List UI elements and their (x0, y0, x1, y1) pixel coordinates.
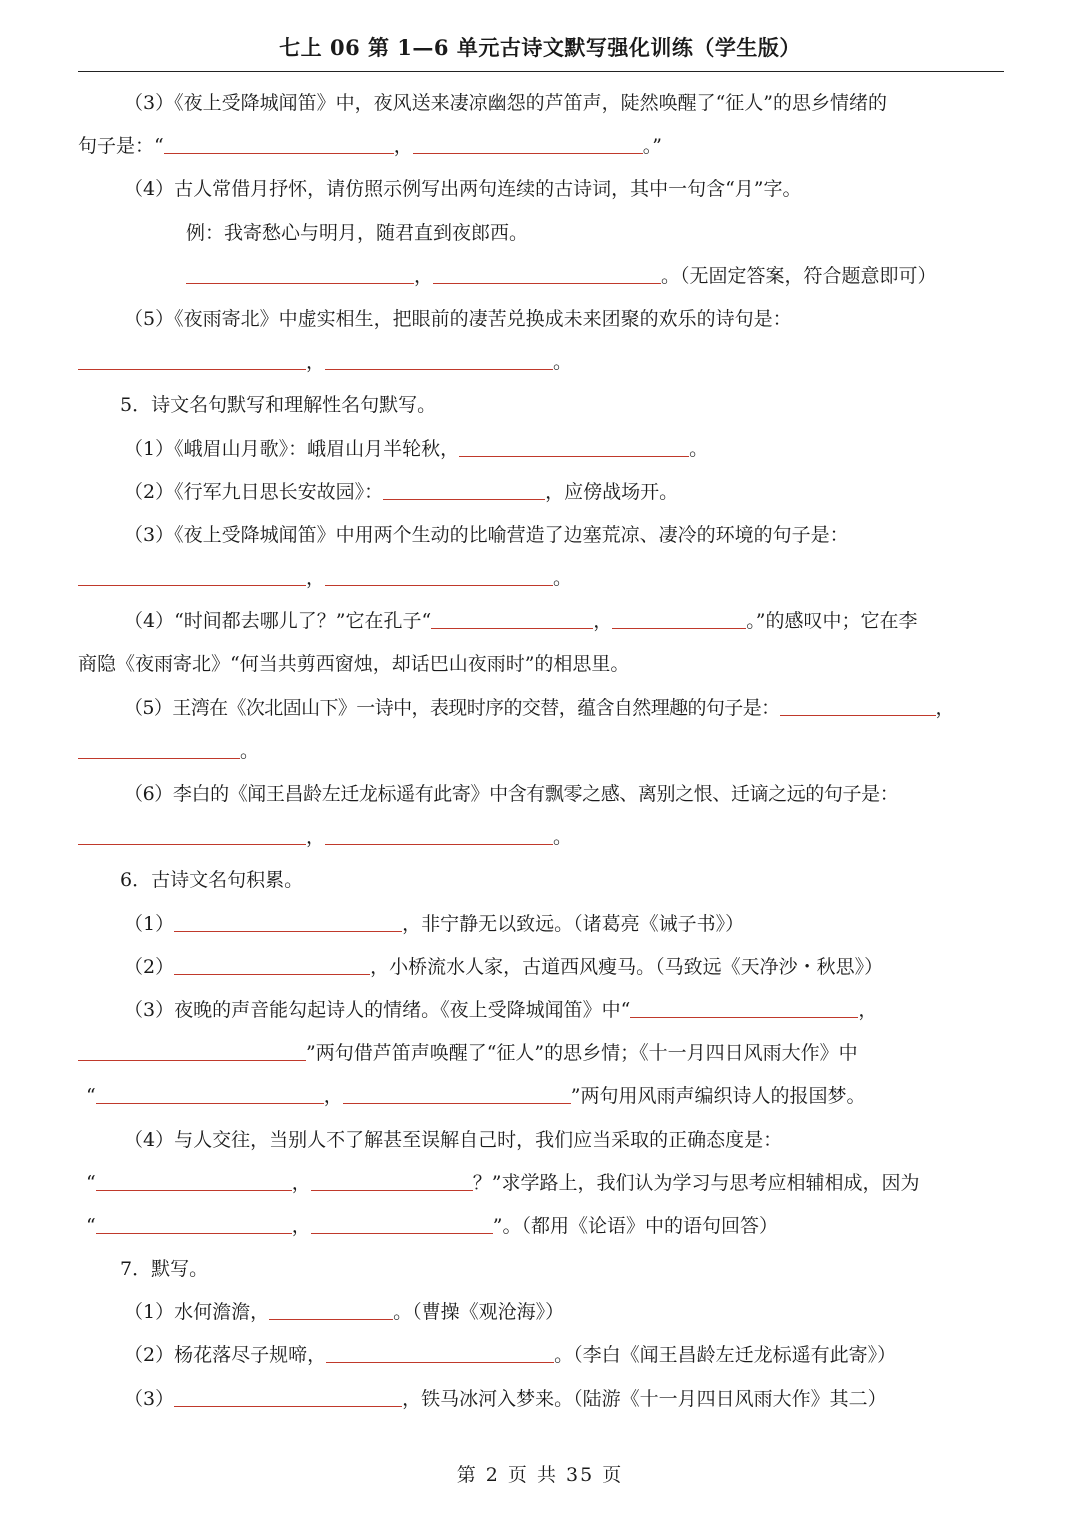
q4-3-text: （3）《夜上受降城闻笛》中，夜风送来凄凉幽怨的芦笛声，陡然唤醒了“征人”的思乡情绪的 (124, 92, 888, 114)
section-6-title (78, 859, 1004, 902)
prompt-text: （5）王湾在《次北固山下》一诗中，表现时序的交替，蕴含自然理趣的句子是： (124, 696, 780, 719)
s7-1-line (78, 1291, 1004, 1334)
punct: ， (593, 610, 613, 633)
page-number: 第 2 页 共 35 页 (456, 1464, 624, 1486)
punct: ， (306, 826, 326, 849)
prompt-text: （3）夜晚的声音能勾起诗人的情绪。《夜上受降城闻笛》中“ (124, 998, 631, 1021)
answer-blank[interactable] (78, 1040, 306, 1061)
section-7-title (78, 1248, 1004, 1291)
s5-1-line (78, 428, 1004, 471)
s5-4-text: 商隐《夜雨寄北》“何当共剪西窗烛，却话巴山夜雨时”的相思里。 (78, 653, 630, 676)
prompt-text: ”两句用风雨声编织诗人的报国梦。 (570, 1085, 866, 1108)
punct: “ (86, 1214, 96, 1237)
s5-3-text: （3）《夜上受降城闻笛》中用两个生动的比喻营造了边塞荒凉、凄冷的环境的句子是： (124, 523, 849, 546)
prompt-text: （3） (124, 1387, 175, 1410)
prompt-text: （1）水何澹澹， (124, 1301, 270, 1324)
punct: ， (291, 1214, 311, 1237)
answer-blank[interactable] (174, 1386, 402, 1407)
prompt-text: ？”求学路上，我们认为学习与思考应相辅相成，因为 (472, 1171, 920, 1194)
answer-blank[interactable] (780, 695, 936, 716)
answer-blank[interactable] (311, 1170, 473, 1191)
s5-3-answer-line (78, 557, 1004, 600)
answer-blank[interactable] (459, 436, 689, 457)
q4-3-line2 (78, 125, 1004, 168)
prompt-text: （2）《行军九日思长安故园》： (124, 480, 384, 503)
answer-blank[interactable] (174, 954, 370, 975)
worksheet-body (78, 82, 1004, 1421)
punct: ， (393, 135, 413, 158)
s5-6-answer-line (78, 816, 1004, 859)
s5-6-text: （6）李白的《闻王昌龄左迁龙标遥有此寄》中含有飘零之感、离别之恨、迁谪之远的句子是： (124, 783, 899, 805)
answer-blank[interactable] (326, 1342, 554, 1363)
s6-1-line (78, 903, 1004, 946)
q4-3-line1 (78, 82, 1004, 125)
section-title: 6．古诗文名句积累。 (120, 869, 304, 892)
s6-2-line (78, 946, 1004, 989)
answer-blank[interactable] (96, 1083, 324, 1104)
punct: ， (306, 567, 326, 590)
punct: ， (306, 351, 326, 374)
section-title: 5．诗文名句默写和理解性名句默写。 (120, 394, 437, 417)
prompt-text: ，非宁静无以致远。（诸葛亮《诫子书》） (402, 912, 745, 935)
punct: ， (414, 264, 434, 287)
punct: 。” (642, 135, 662, 158)
answer-blank[interactable] (174, 911, 402, 932)
s6-4-line1 (78, 1119, 1004, 1162)
s5-6-line (78, 773, 1004, 816)
punct: ， (291, 1171, 311, 1194)
prompt-text: ，应傍战场开。 (545, 480, 679, 503)
prompt-text: （1） (124, 912, 175, 935)
q4-4-answer-line (78, 255, 1004, 298)
s6-3-line2 (78, 1032, 1004, 1075)
q4-5-text: （5）《夜雨寄北》中虚实相生，把眼前的凄苦兑换成未来团聚的欢乐的诗句是： (124, 307, 792, 330)
prompt-text: 。”的感叹中；它在李 (746, 610, 918, 633)
prompt-text: ，小桥流水人家，古道西风瘦马。（马致远《天净沙・秋思》） (370, 955, 884, 978)
answer-blank[interactable] (311, 1213, 493, 1234)
s5-3-line (78, 514, 1004, 557)
answer-blank[interactable] (325, 824, 553, 845)
prompt-text: 句子是：“ (78, 135, 164, 158)
answer-blank[interactable] (269, 1299, 393, 1320)
answer-blank[interactable] (186, 263, 414, 284)
answer-blank[interactable] (96, 1213, 292, 1234)
punct: ， (935, 696, 955, 719)
answer-blank[interactable] (78, 349, 306, 370)
answer-blank[interactable] (78, 738, 240, 759)
s5-5-line2 (78, 730, 1004, 773)
s5-4-line1 (78, 600, 1004, 643)
answer-blank[interactable] (78, 824, 306, 845)
s5-5-line1 (78, 687, 1004, 730)
prompt-text: ，铁马冰河入梦来。（陆游《十一月四日风雨大作》其二） (402, 1387, 887, 1410)
s5-4-line2 (78, 643, 1004, 686)
page-header-title: 七上 06 第 1—6 单元古诗文默写强化训练（学生版） (279, 35, 801, 60)
prompt-text: （2）杨花落尽子规啼， (124, 1344, 327, 1367)
example-text: 例：我寄愁心与明月，随君直到夜郎西。 (186, 221, 529, 244)
q4-4-example (78, 212, 1004, 255)
answer-blank[interactable] (325, 565, 553, 586)
s6-4-line2 (78, 1162, 1004, 1205)
answer-blank[interactable] (78, 565, 306, 586)
s7-3-line (78, 1378, 1004, 1421)
prompt-text: ”。（都用《论语》中的语句回答） (492, 1214, 778, 1237)
section-title: 7．默写。 (120, 1258, 209, 1281)
answer-blank[interactable] (630, 997, 858, 1018)
note-text: 。（无固定答案，符合题意即可） (661, 264, 937, 287)
punct: ， (858, 998, 878, 1021)
answer-blank[interactable] (164, 133, 394, 154)
s6-4-line3 (78, 1205, 1004, 1248)
q4-4-text: （4）古人常借月抒怀，请仿照示例写出两句连续的古诗词，其中一句含“月”字。 (124, 178, 802, 201)
punct: 。 (553, 351, 573, 374)
s6-3-line3 (78, 1075, 1004, 1118)
punct: 。 (689, 437, 709, 460)
punct: “ (86, 1171, 96, 1194)
s5-2-line (78, 471, 1004, 514)
prompt-text: 。（曹操《观沧海》） (393, 1301, 565, 1324)
answer-blank[interactable] (431, 608, 593, 629)
answer-blank[interactable] (96, 1170, 292, 1191)
answer-blank[interactable] (325, 349, 553, 370)
answer-blank[interactable] (383, 479, 545, 500)
answer-blank[interactable] (433, 263, 661, 284)
s6-3-line1 (78, 989, 1004, 1032)
prompt-text: （1）《峨眉山月歌》：峨眉山月半轮秋， (124, 437, 460, 460)
punct: ， (323, 1085, 343, 1108)
prompt-text: （2） (124, 955, 175, 978)
q4-5-answer-line (78, 341, 1004, 384)
punct: 。 (240, 739, 260, 762)
prompt-text: （4）“时间都去哪儿了？”它在孔子“ (124, 610, 432, 633)
prompt-text: 。（李白《闻王昌龄左迁龙标遥有此寄》） (554, 1344, 897, 1367)
header-rule (78, 71, 1004, 72)
answer-blank[interactable] (413, 133, 643, 154)
q4-4-line (78, 168, 1004, 211)
s6-4-text: （4）与人交往，当别人不了解甚至误解自己时，我们应当采取的正确态度是： (124, 1128, 783, 1151)
punct: 。 (553, 567, 573, 590)
punct: 。 (553, 826, 573, 849)
answer-blank[interactable] (612, 608, 746, 629)
answer-blank[interactable] (343, 1083, 571, 1104)
q4-5-line (78, 298, 1004, 341)
s7-2-line (78, 1334, 1004, 1377)
prompt-text: ”两句借芦笛声唤醒了“征人”的思乡情；《十一月四日风雨大作》中 (306, 1042, 858, 1065)
section-5-title (78, 384, 1004, 427)
punct: “ (86, 1085, 96, 1108)
